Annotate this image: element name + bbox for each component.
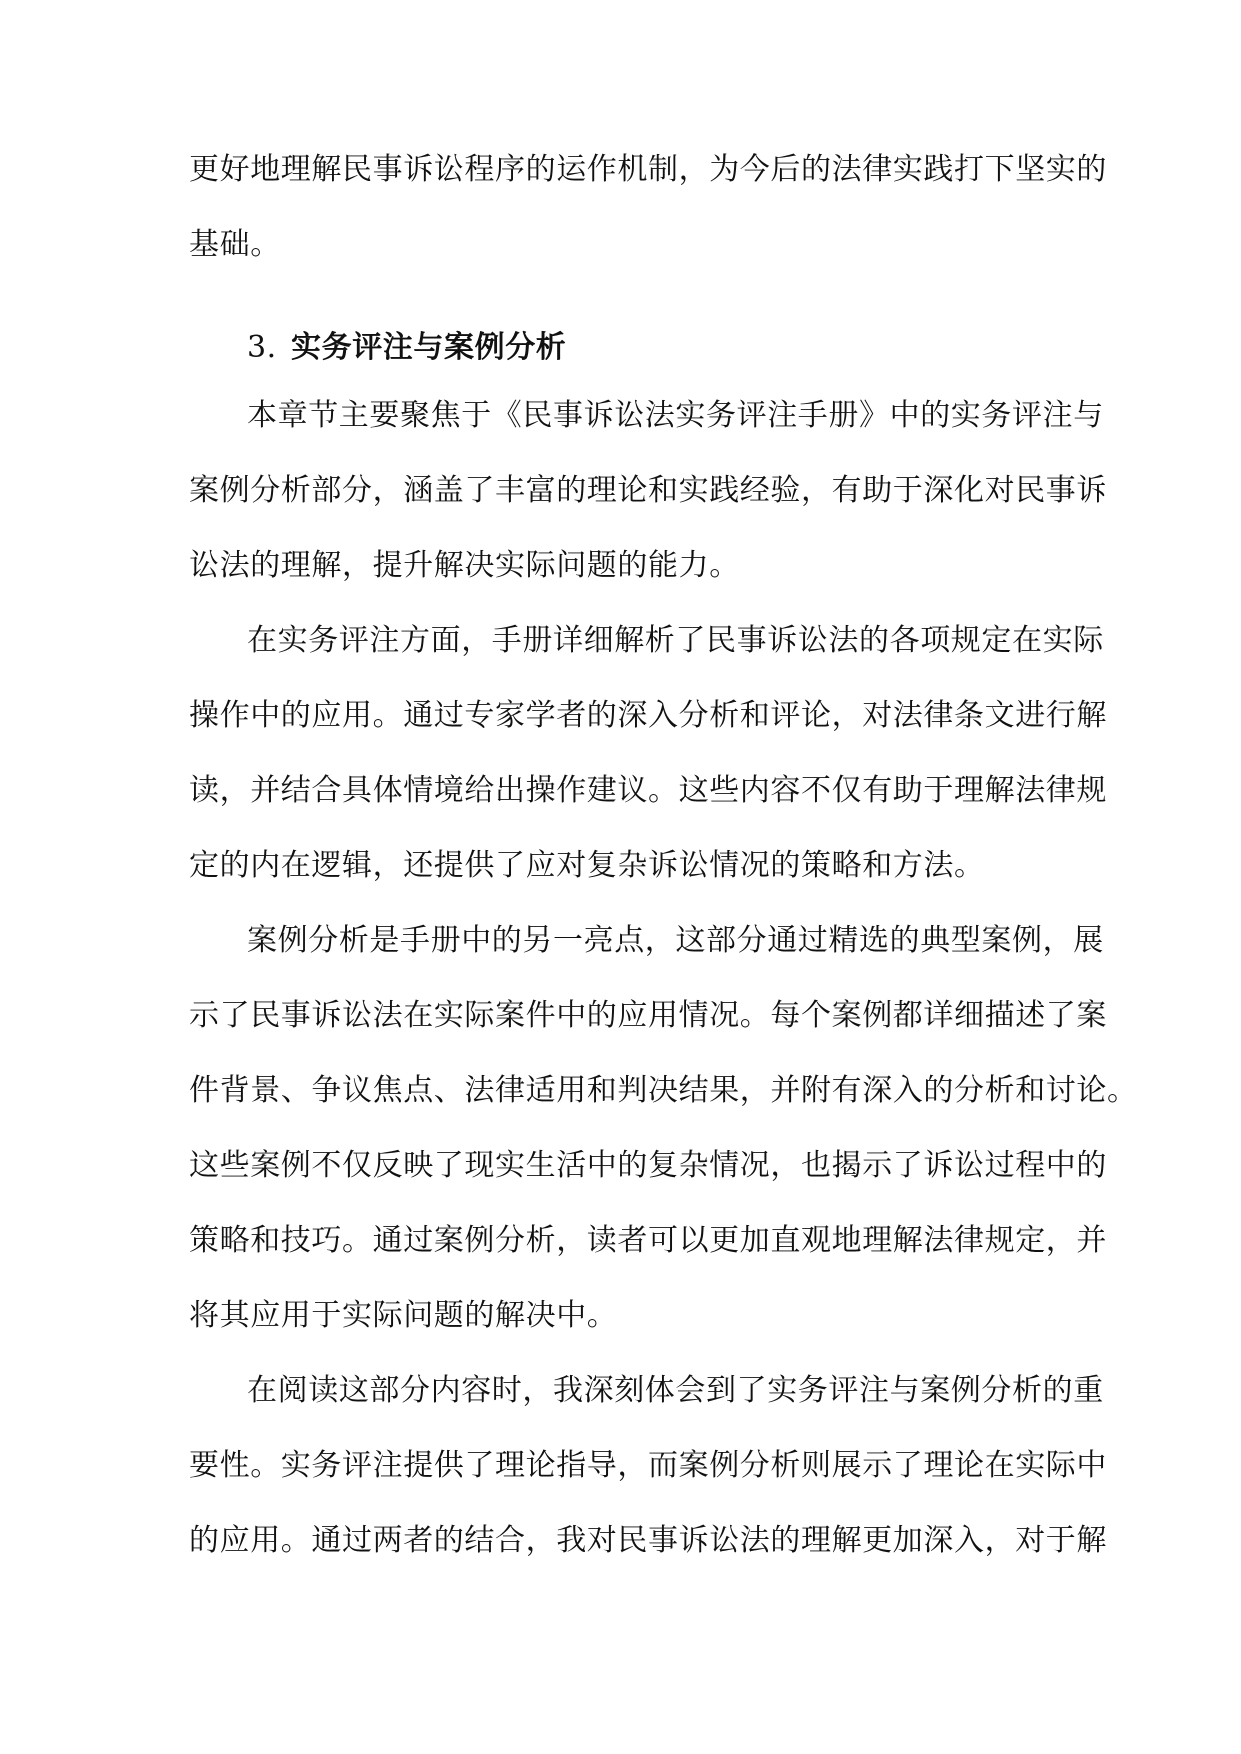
paragraph-1-line-1: 本章节主要聚焦于《民事诉讼法实务评注手册》中的实务评注与	[247, 398, 1104, 433]
paragraph-1-line-3: 讼法的理解，提升解决实际问题的能力。	[189, 548, 740, 583]
section-title: 实务评注与案例分析	[291, 330, 567, 365]
paragraph-4-line-3: 的应用。通过两者的结合，我对民事诉讼法的理解更加深入，对于解	[189, 1523, 1107, 1558]
paragraph-3-line-5: 策略和技巧。通过案例分析，读者可以更加直观地理解法律规定，并	[189, 1223, 1107, 1258]
paragraph-2-line-2: 操作中的应用。通过专家学者的深入分析和评论，对法律条文进行解	[189, 698, 1107, 733]
paragraph-2-line-1: 在实务评注方面，手册详细解析了民事诉讼法的各项规定在实际	[247, 623, 1104, 658]
paragraph-2-line-3: 读，并结合具体情境给出操作建议。这些内容不仅有助于理解法律规	[189, 773, 1107, 808]
paragraph-3-line-1: 案例分析是手册中的另一亮点，这部分通过精选的典型案例，展	[247, 923, 1104, 958]
paragraph-3-line-6: 将其应用于实际问题的解决中。	[189, 1298, 618, 1333]
paragraph-4-line-2: 要性。实务评注提供了理论指导，而案例分析则展示了理论在实际中	[189, 1448, 1107, 1483]
paragraph-3-line-4: 这些案例不仅反映了现实生活中的复杂情况，也揭示了诉讼过程中的	[189, 1148, 1107, 1183]
intro-line-2: 基础。	[189, 227, 281, 262]
paragraph-2-line-4: 定的内在逻辑，还提供了应对复杂诉讼情况的策略和方法。	[189, 848, 985, 883]
paragraph-3-line-2: 示了民事诉讼法在实际案件中的应用情况。每个案例都详细描述了案	[189, 998, 1107, 1033]
paragraph-3-line-3: 件背景、争议焦点、法律适用和判决结果，并附有深入的分析和讨论。	[189, 1073, 1138, 1108]
section-number: 3.	[247, 330, 277, 365]
paragraph-4-line-1: 在阅读这部分内容时，我深刻体会到了实务评注与案例分析的重	[247, 1373, 1104, 1408]
section-heading	[247, 328, 566, 368]
intro-line-1: 更好地理解民事诉讼程序的运作机制，为今后的法律实践打下坚实的	[189, 152, 1107, 187]
paragraph-1-line-2: 案例分析部分，涵盖了丰富的理论和实践经验，有助于深化对民事诉	[189, 473, 1107, 508]
